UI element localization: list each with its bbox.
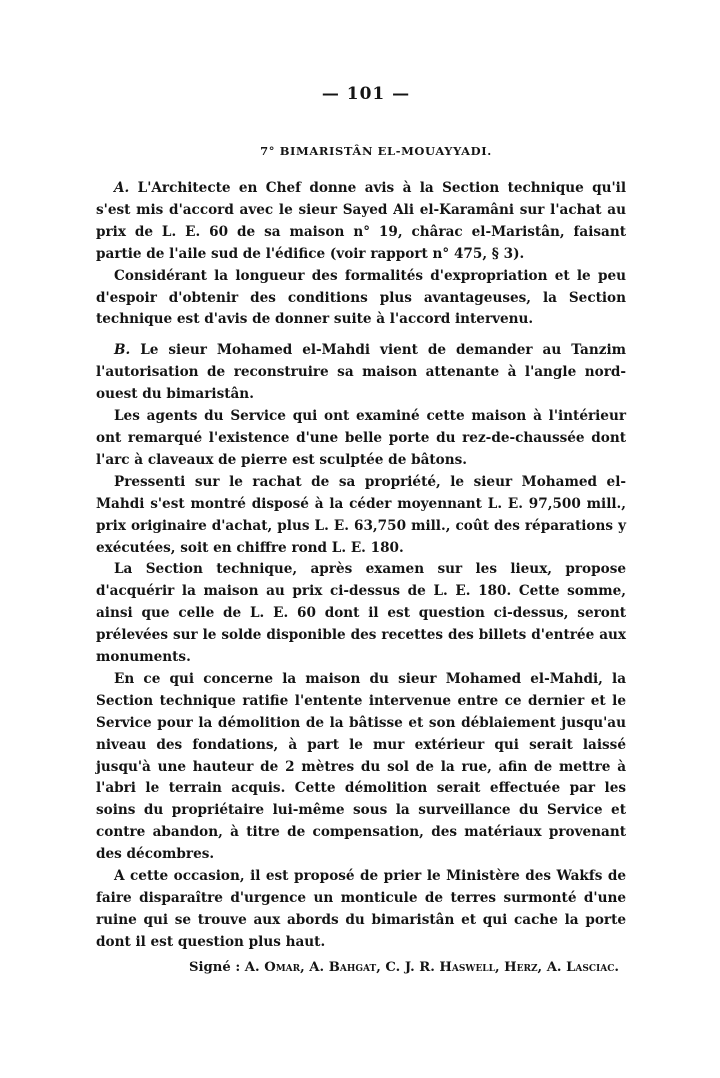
signature-prefix: Signé : <box>189 959 245 975</box>
section-b-paragraph-6: A cette occasion, il est proposé de prier le Ministère des Wakfs de faire disparaître d'urgence un monticule de terres surmonté d'une ruine qui se trouve aux abords du bimaristân et qui cache la porte dont il est question plus haut. <box>96 868 626 950</box>
section-b-paragraph-2: Les agents du Service qui ont examiné cette maison à l'intérieur ont remarqué l'existence d'une belle porte du rez-de-chaussée dont l'arc à claveaux de pierre est sculptée de bâtons. <box>96 408 626 468</box>
document-page <box>96 84 626 978</box>
section-a-paragraph-2: Considérant la longueur des formalités d'expropriation et le peu d'espoir d'obtenir des conditions plus avantageuses, la Section technique est d'avis de donner suite à l'accord intervenu. <box>96 267 626 328</box>
signature-names: A. Omar, A. Bahgat, C. J. R. Haswell, Herz, A. Lasciac. <box>244 959 619 975</box>
section-heading: 7° BIMARISTÂN EL-MOUAYYADI. <box>260 144 492 158</box>
page-number: — 101 — <box>321 84 411 104</box>
signature-line <box>96 958 626 978</box>
section-b-paragraph-4: La Section technique, après examen sur les lieux, propose d'acquérir la maison au prix ci-dessus de L. E. 180. Cette somme, ainsi que celle de L. E. 60 dont il est question ci-dessus, seront prélevées sur le solde disponible des recettes des billets d'entrée aux monuments. <box>96 561 626 666</box>
section-a-paragraph-1 <box>96 178 626 266</box>
section-b-paragraph-1 <box>96 340 626 406</box>
section-a-label: A. <box>114 180 130 196</box>
section-b-paragraph-5: En ce qui concerne la maison du sieur Mohamed el-Mahdi, la Section technique ratifie l'entente intervenue entre ce dernier et le Service pour la démolition de la bâtisse et son déblaiement jusqu'au niveau des fondations, à part le mur extérieur qui serait laissé jusqu'à une hauteur de 2 mètres du sol de la rue, afin de mettre à l'abri le terrain acquis. Cette démolition serait effectuée par les soins du propriétaire lui-même sous la surveillance du Service et contre abandon, à titre de compensation, des matériaux provenant des décombres. <box>96 670 626 863</box>
section-b-label: B. <box>114 342 131 359</box>
section-a-text-1: L'Architecte en Chef donne avis à la Section technique qu'il s'est mis d'accord avec le sieur Sayed Ali el-Karamâni sur l'achat au prix de L. E. 60 de sa maison n° 19, chârac el-Maristân, faisant partie de l'aile sud de l'édifice (voir rapport n° 475, § 3). <box>96 180 626 262</box>
section-b-paragraph-3: Pressenti sur le rachat de sa propriété, le sieur Mohamed el-Mahdi s'est montré disposé à la céder moyennant L. E. 97,500 mill., prix originaire d'achat, plus L. E. 63,750 mill., coût des réparations y exécutées, soit en chiffre rond L. E. 180. <box>96 473 626 556</box>
section-b-text-1: Le sieur Mohamed el-Mahdi vient de demander au Tanzim l'autorisation de reconstruire sa maison attenante à l'angle nord-ouest du bimaristân. <box>96 342 626 403</box>
